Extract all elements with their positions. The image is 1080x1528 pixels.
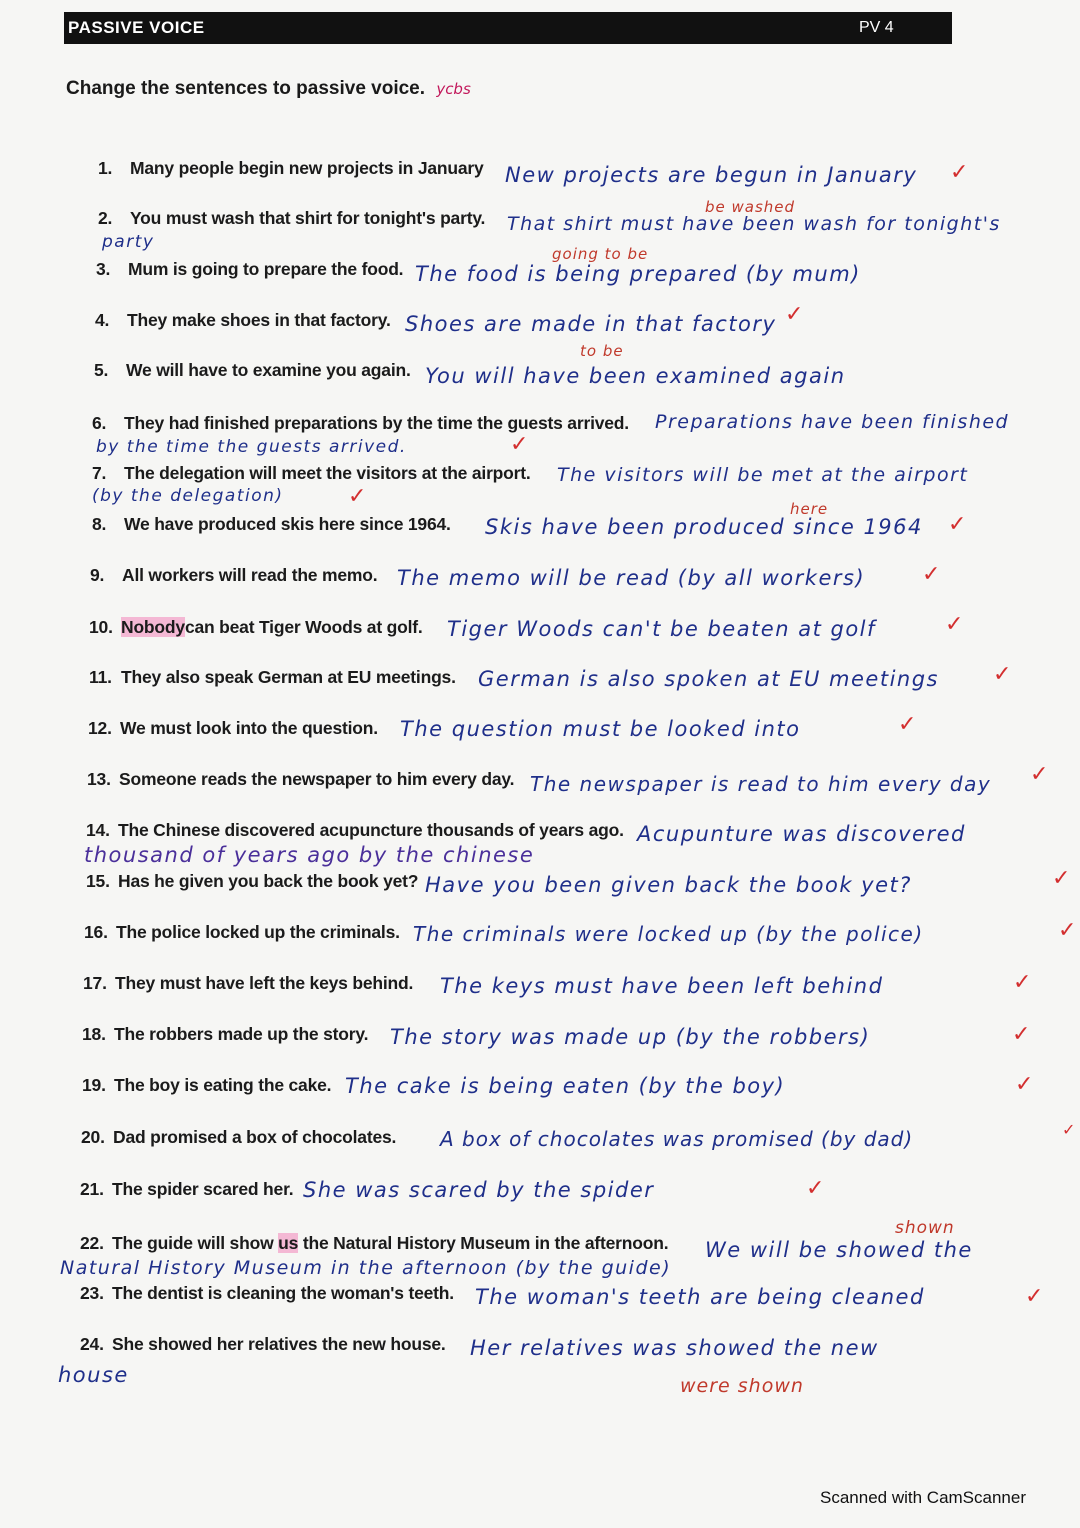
check-mark-icon: ✓ (950, 160, 969, 185)
handwritten-answer: Preparations have been finished (655, 411, 1010, 433)
handwritten-answer-cont: party (102, 232, 155, 252)
highlighted-word: Nobody (121, 617, 185, 637)
handwritten-answer: The food is being prepared (by mum) (415, 262, 861, 286)
instructions (66, 78, 471, 100)
worksheet-title: PASSIVE VOICE (68, 18, 205, 37)
printed-sentence: 22. The guide will show us the Natural History Museum in the afternoon. (80, 1233, 669, 1253)
teacher-correction: going to be (552, 245, 649, 263)
instructions-scribble: ycbs (436, 80, 471, 98)
handwritten-answer: Shoes are made in that factory (405, 312, 777, 336)
handwritten-answer-cont: house (58, 1363, 129, 1387)
handwritten-answer-cont: Natural History Museum in the afternoon (by the guide) (60, 1257, 672, 1279)
printed-sentence: 19. The boy is eating the cake. (82, 1075, 332, 1095)
printed-sentence: 3. Mum is going to prepare the food. (96, 259, 404, 279)
check-mark-icon: ✓ (1052, 866, 1071, 891)
handwritten-answer: The story was made up (by the robbers) (390, 1025, 871, 1049)
printed-sentence: 21. The spider scared her. (80, 1179, 294, 1199)
handwritten-answer: The keys must have been left behind (440, 974, 884, 998)
printed-sentence: 9. All workers will read the memo. (90, 565, 378, 585)
printed-sentence: 23. The dentist is cleaning the woman's teeth. (80, 1283, 454, 1303)
printed-sentence: 5. We will have to examine you again. (94, 360, 411, 380)
printed-sentence: 6. They had finished preparations by the time the guests arrived. (92, 413, 629, 433)
printed-sentence: 8. We have produced skis here since 1964. (92, 514, 451, 534)
handwritten-answer: That shirt must have been wash for tonight's (507, 213, 1001, 235)
printed-sentence: 1. Many people begin new projects in January (98, 158, 484, 178)
handwritten-answer: The cake is being eaten (by the boy) (345, 1074, 786, 1098)
handwritten-answer-cont: thousand of years ago by the chinese (84, 843, 535, 867)
teacher-correction: here (790, 500, 829, 518)
check-mark-icon: ✓ (806, 1176, 825, 1201)
handwritten-answer: The question must be looked into (400, 717, 801, 741)
header-bar (64, 12, 952, 44)
check-mark-icon: ✓ (348, 484, 367, 509)
check-mark-icon: ✓ (945, 612, 964, 637)
check-mark-icon: ✓ (993, 662, 1012, 687)
printed-sentence: 20. Dad promised a box of chocolates. (81, 1127, 397, 1147)
handwritten-answer: You will have been examined again (425, 364, 846, 388)
handwritten-answer: The woman's teeth are being cleaned (475, 1285, 925, 1309)
handwritten-answer: Acupunture was discovered (637, 822, 966, 846)
handwritten-answer: A box of chocolates was promised (by dad) (440, 1127, 914, 1151)
printed-sentence: 13. Someone reads the newspaper to him every day. (87, 769, 515, 789)
teacher-correction: be washed (705, 198, 796, 216)
printed-sentence: 18. The robbers made up the story. (82, 1024, 369, 1044)
highlighted-word: us (278, 1233, 299, 1253)
check-mark-icon: ✓ (1013, 970, 1032, 995)
check-mark-icon: ✓ (785, 302, 804, 327)
teacher-correction: were shown (680, 1375, 804, 1397)
handwritten-answer: Skis have been produced since 1964 (485, 515, 923, 539)
printed-sentence: 16. The police locked up the criminals. (84, 922, 400, 942)
check-mark-icon: ✓ (1012, 1022, 1031, 1047)
handwritten-answer: The visitors will be met at the airport (557, 464, 969, 486)
worksheet-code: PV 4 (859, 19, 894, 36)
check-mark-icon: ✓ (922, 562, 941, 587)
handwritten-answer: New projects are begun in January (505, 163, 918, 187)
printed-sentence: 10. Nobodycan beat Tiger Woods at golf. (89, 617, 423, 637)
teacher-correction: shown (895, 1218, 955, 1238)
handwritten-answer: The newspaper is read to him every day (530, 772, 992, 796)
teacher-correction: to be (580, 342, 624, 360)
handwritten-answer: The memo will be read (by all workers) (397, 566, 866, 590)
handwritten-answer: We will be showed the (705, 1238, 973, 1262)
check-mark-icon: ✓ (898, 712, 917, 737)
printed-sentence: 14. The Chinese discovered acupuncture thousands of years ago. (86, 820, 624, 840)
printed-sentence: 11. They also speak German at EU meetings. (89, 667, 456, 687)
printed-sentence: 17. They must have left the keys behind. (83, 973, 414, 993)
check-mark-icon: ✓ (1025, 1284, 1044, 1309)
check-mark-icon: ✓ (1015, 1072, 1034, 1097)
printed-sentence: 15. Has he given you back the book yet? (86, 871, 419, 891)
handwritten-answer: She was scared by the spider (303, 1178, 655, 1202)
handwritten-answer: The criminals were locked up (by the police) (413, 922, 924, 946)
check-mark-icon: ✓ (1062, 1120, 1076, 1139)
handwritten-answer: Her relatives was showed the new (470, 1336, 879, 1360)
handwritten-answer: Have you been given back the book yet? (425, 873, 912, 897)
printed-sentence: 24. She showed her relatives the new house. (80, 1334, 446, 1354)
handwritten-answer-cont: (by the delegation) (92, 486, 284, 506)
printed-sentence: 4. They make shoes in that factory. (95, 310, 391, 330)
check-mark-icon: ✓ (1030, 762, 1049, 787)
check-mark-icon: ✓ (1058, 918, 1077, 943)
printed-sentence: 12. We must look into the question. (88, 718, 378, 738)
handwritten-answer-cont: by the time the guests arrived. (96, 437, 407, 457)
check-mark-icon: ✓ (510, 432, 529, 457)
handwritten-answer: Tiger Woods can't be beaten at golf (447, 617, 876, 641)
printed-sentence: 2. You must wash that shirt for tonight's party. (98, 208, 486, 228)
printed-sentence: 7. The delegation will meet the visitors at the airport. (92, 463, 531, 483)
scanner-watermark: Scanned with CamScanner (820, 1488, 1027, 1507)
handwritten-answer: German is also spoken at EU meetings (478, 667, 939, 691)
check-mark-icon: ✓ (948, 512, 967, 537)
instructions-text: Change the sentences to passive voice. (66, 78, 426, 99)
